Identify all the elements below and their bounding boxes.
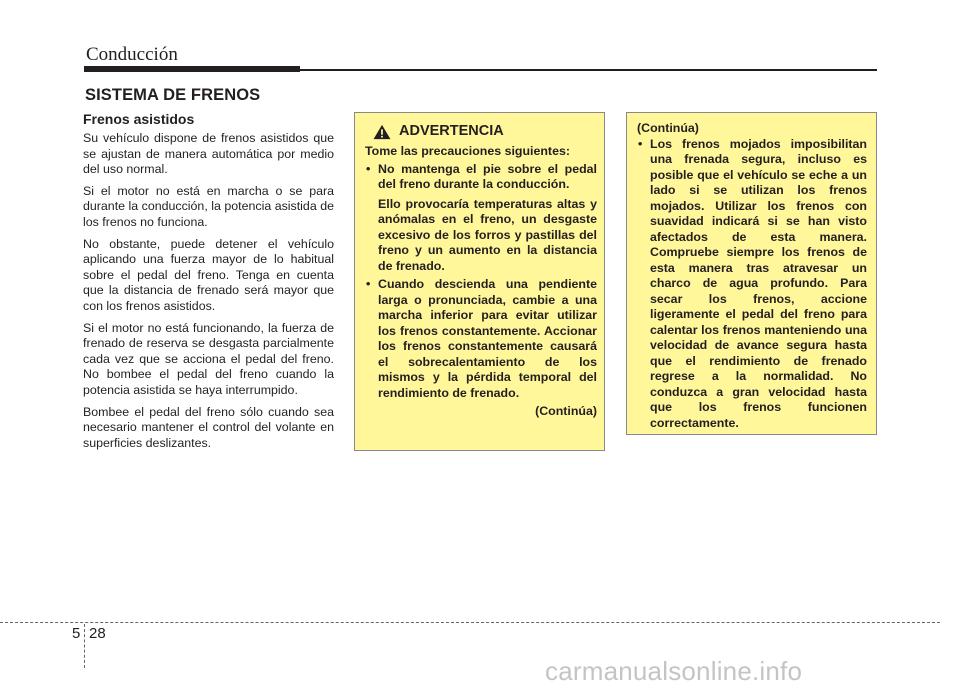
header-rule-thick <box>84 66 300 72</box>
continued-label: (Continúa) <box>637 121 699 135</box>
warning-triangle-icon <box>373 124 391 140</box>
page-header-title: Conducción <box>86 44 178 65</box>
paragraph: No obstante, puede detener el vehículo aplicando una fuerza mayor de lo habitual sobre el pedal del freno. Tenga en cuenta que la distancia de frenado será mayor que con los frenos asistidos. <box>83 236 334 313</box>
warning-header <box>373 124 597 140</box>
warning-item-text: Cuando descienda una pendiente larga o pronunciada, cambie a una marcha inferior para evitar utilizar los frenos constantemente. Accionar los frenos constantemente causará el sobrecalentamiento de los mismos y la pérdida temporal del rendimiento de frenado. <box>378 277 597 400</box>
paragraph: Bombee el pedal del freno sólo cuando sea necesario mantener el control del volante en superficies deslizantes. <box>83 404 334 450</box>
chapter-number: 5 <box>72 625 81 642</box>
page-number: 28 <box>89 625 106 642</box>
footer-divider <box>84 624 85 668</box>
footer-rule <box>0 622 940 623</box>
watermark: carmanualsonline.info <box>545 656 803 686</box>
header-rule-thin <box>300 69 877 71</box>
body-column <box>83 111 334 457</box>
warning-item-text: No mantenga el pie sobre el pedal del freno durante la conducción. <box>378 161 597 191</box>
warning-item <box>365 277 597 401</box>
continued-item <box>637 137 867 432</box>
warning-list <box>365 162 597 402</box>
paragraph: Su vehículo dispone de frenos asistidos que se ajustan de manera automática por medio del uso normal. <box>83 131 334 177</box>
continued-warning-box <box>626 112 877 435</box>
subheading: Frenos asistidos <box>83 111 195 127</box>
continued-item-text: Los frenos mojados imposibilitan una frenada segura, incluso es posible que el vehículo se eche a un lado si se utilizan los frenos mojados. Utilizar los frenos con suavidad indicará si se han visto afectados de esta manera. Compruebe siempre los frenos de esta manera tras atravesar un charco de agua profundo. Para secar los frenos, accione ligeramente el pedal del freno para calentar los frenos manteniendo una velocidad de avance segura hasta que el rendimiento de frenado regrese a la normalidad. No conduzca a gran velocidad hasta que los frenos funcionen correctamente. <box>650 136 867 430</box>
paragraph: Si el motor no está en marcha o se para durante la conducción, la potencia asistida de los frenos no funciona. <box>83 183 334 229</box>
section-title: SISTEMA DE FRENOS <box>85 86 261 104</box>
warning-intro: Tome las precauciones siguientes: <box>365 144 570 158</box>
warning-item-detail: Ello provocaría temperaturas altas y anómalas en el freno, un desgaste excesivo de los forros y pastillas del freno y un aumento en la distancia de frenado. <box>378 196 597 273</box>
warning-title: ADVERTENCIA <box>399 123 504 140</box>
continues-label: (Continúa) <box>535 404 597 418</box>
paragraph: Si el motor no está funcionando, la fuerza de frenado de reserva se desgasta parcialmente cada vez que se acciona el pedal del freno. No bombee el pedal del freno cuando la potencia asistida se haya interrumpido. <box>83 320 334 397</box>
warning-box <box>354 112 605 451</box>
warning-item <box>365 162 597 275</box>
continued-list <box>637 137 867 432</box>
